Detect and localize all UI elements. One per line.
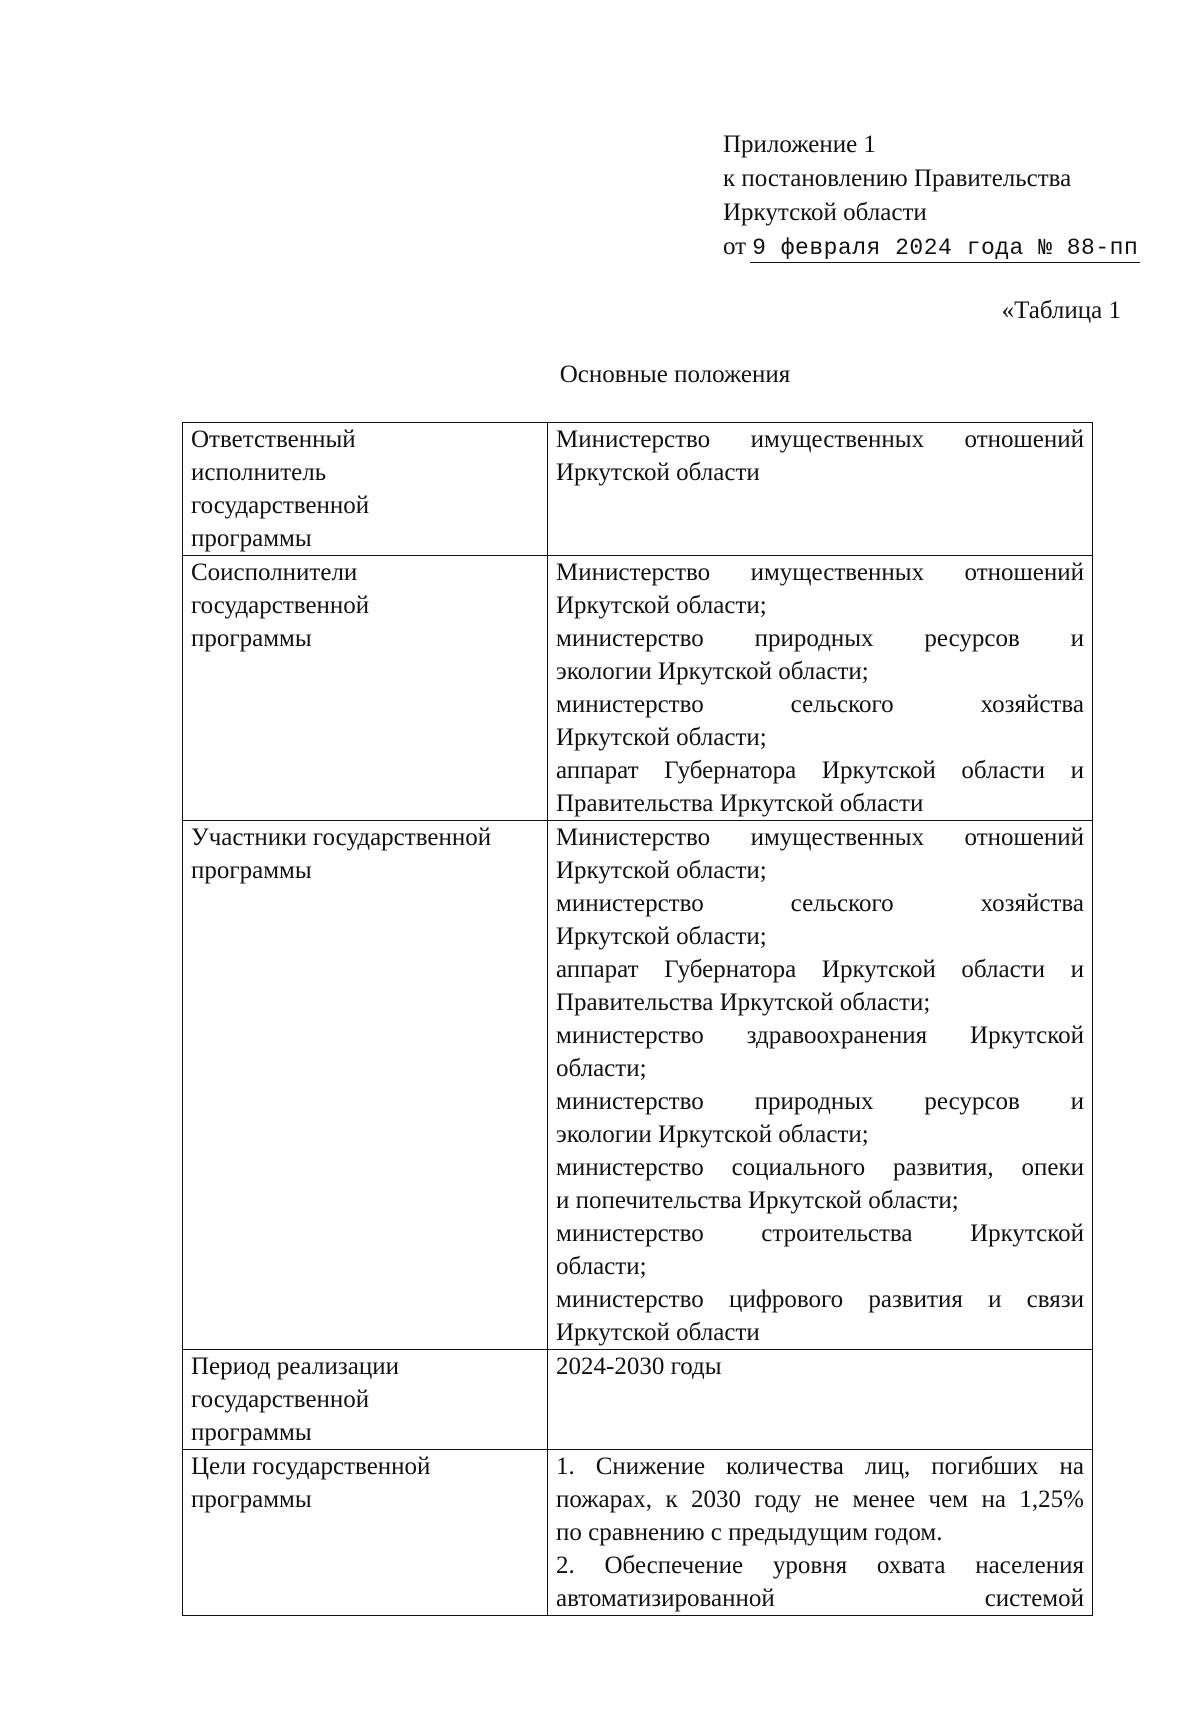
value-line: аппарат Губернатора Иркутской области и [556, 956, 1084, 983]
value-line: Иркутской области; [556, 592, 767, 619]
value-line: министерство сельского хозяйства [556, 890, 1084, 917]
label-cell [183, 423, 548, 556]
page-title: Основные положения [559, 361, 791, 388]
value-line: экологии Иркутской области; [556, 658, 869, 685]
value-line: Иркутской области [556, 1319, 760, 1346]
value-line: министерство природных ресурсов и [556, 625, 1084, 652]
main-table [182, 422, 1093, 1616]
appendix-header [723, 128, 1140, 265]
table-row [183, 556, 1093, 821]
value-cell [548, 1350, 1093, 1450]
value-line: Иркутской области; [556, 724, 767, 751]
value-line: Министерство имущественных отношений [556, 559, 1084, 586]
value-line: по сравнению с предыдущим годом. [556, 1519, 943, 1546]
label-line: Период реализации [191, 1353, 399, 1380]
label-line: программы [191, 1419, 312, 1446]
value-line: Министерство имущественных отношений [556, 824, 1084, 851]
value-line: области; [556, 1055, 647, 1082]
value-line: и попечительства Иркутской области; [556, 1187, 959, 1214]
table-row [183, 1450, 1093, 1616]
table-row [183, 423, 1093, 556]
label-cell [183, 1350, 548, 1450]
value-line: 2024-2030 годы [556, 1353, 722, 1380]
table-body [183, 423, 1093, 1616]
label-line: Соисполнители [191, 559, 358, 586]
value-line: автоматизированной системой [556, 1585, 1084, 1612]
value-line: экологии Иркутской области; [556, 1121, 869, 1148]
appendix-date-line [723, 230, 1140, 265]
appendix-line-1: Приложение 1 [723, 131, 876, 158]
value-line: Правительства Иркутской области; [556, 989, 931, 1016]
value-line: министерство строительства Иркутской [556, 1220, 1084, 1247]
value-line: пожарах, к 2030 году не менее чем на 1,25% [556, 1486, 1084, 1513]
value-line: 2. Обеспечение уровня охвата населения [556, 1552, 1084, 1579]
value-cell [548, 821, 1093, 1350]
value-cell [548, 556, 1093, 821]
label-line: государственной [191, 592, 370, 619]
value-line: министерство природных ресурсов и [556, 1088, 1084, 1115]
label-line: Ответственный [191, 426, 356, 453]
label-cell [183, 821, 548, 1350]
value-cell [548, 1450, 1093, 1616]
label-line: государственной [191, 1386, 370, 1413]
value-line: области; [556, 1253, 647, 1280]
value-line: министерство сельского хозяйства [556, 691, 1084, 718]
value-line: министерство цифрового развития и связи [556, 1286, 1084, 1313]
label-cell [183, 556, 548, 821]
value-line: министерство социального развития, опеки [556, 1154, 1084, 1181]
value-line: Правительства Иркутской области [556, 790, 924, 817]
label-line: программы [191, 1486, 312, 1513]
appendix-line-3: Иркутской области [723, 199, 927, 226]
label-line: программы [191, 525, 312, 552]
value-line: Иркутской области; [556, 857, 767, 884]
label-line: исполнитель [191, 459, 327, 486]
value-line: министерство здравоохранения Иркутской [556, 1022, 1084, 1049]
value-cell [548, 423, 1093, 556]
date-value: 9 февраля 2024 года № 88-пп [752, 235, 1139, 261]
value-line: аппарат Губернатора Иркутской области и [556, 757, 1084, 784]
value-line: Министерство имущественных отношений [556, 426, 1084, 453]
label-line: Участники государственной [191, 824, 492, 851]
date-prefix: от [723, 233, 747, 260]
table-number: «Таблица 1 [1001, 297, 1121, 324]
value-line: Иркутской области; [556, 923, 767, 950]
label-line: государственной [191, 492, 370, 519]
value-line: 1. Снижение количества лиц, погибших на [556, 1453, 1084, 1480]
label-line: программы [191, 857, 312, 884]
appendix-line-2: к постановлению Правительства [723, 165, 1072, 192]
label-line: программы [191, 625, 312, 652]
label-cell [183, 1450, 548, 1616]
label-line: Цели государственной [191, 1453, 431, 1480]
value-line: Иркутской области [556, 459, 760, 486]
table-row [183, 821, 1093, 1350]
table-row [183, 1350, 1093, 1450]
